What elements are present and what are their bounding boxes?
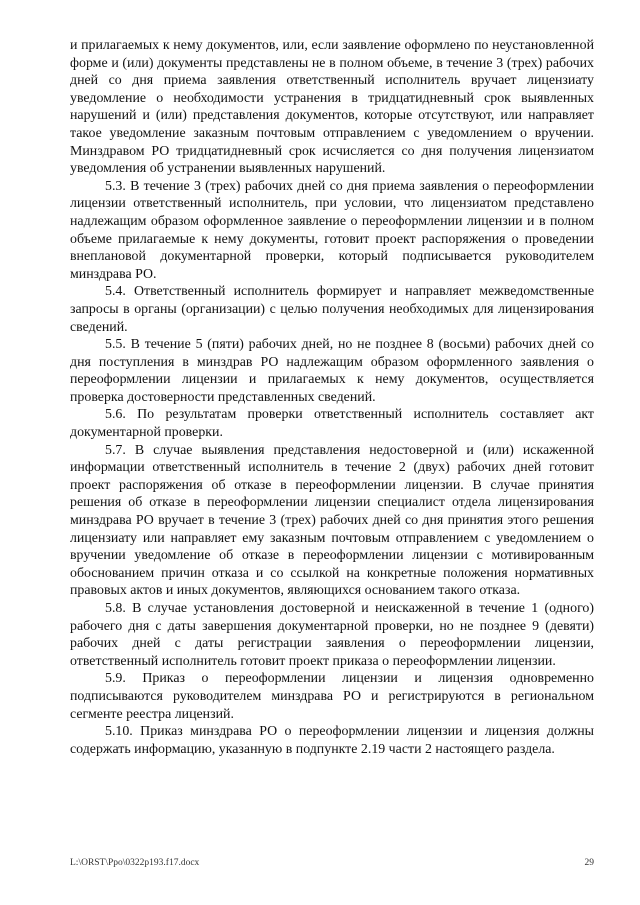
- footer-file-path: L:\ORST\Ppo\0322p193.f17.docx: [70, 858, 200, 868]
- paragraph-5-10: 5.10. Приказ минздрава РО о переоформлении лицензии и лицензия должны содержать информацию, указанную в подпункте 2.19 части 2 настоящего раздела.: [70, 724, 594, 757]
- paragraph-continuation: и прилагаемых к нему документов, или, если заявление оформлено по неустановленной форме и (или) документы представлены не в полном объеме, в течение 3 (трех) рабочих дней со дня приема заявления ответственный исполнитель вручает лицензиату уведомление о необходимости устранения в тридцатидневный срок выявленных нарушений и (или) представления документов, которые отсутствуют, или направляет такое уведомление заказным почтовым отправлением с уведомлением о вручении. Минздравом РО тридцатидневный срок исчисляется со дня получения лицензиатом уведомления об устранении выявленных нарушений.: [70, 38, 594, 177]
- paragraph-5-8: 5.8. В случае установления достоверной и неискаженной в течение 1 (одного) рабочего дня с даты завершения документарной проверки, но не позднее 9 (девяти) рабочих дней с даты регистрации заявления о переоформлении лицензии, ответственный исполнитель готовит проект приказа о переоформлении лицензии.: [70, 601, 594, 669]
- document-body: [70, 37, 594, 758]
- paragraph-5-5: 5.5. В течение 5 (пяти) рабочих дней, но не позднее 8 (восьми) рабочих дней со дня поступления в минздрав РО надлежащим образом оформленного заявления о переоформлении лицензии и прилагаемых к нему документов, осуществляется проверка достоверности представленных сведений.: [70, 337, 594, 405]
- footer-page-number: 29: [584, 858, 594, 868]
- paragraph-5-9: 5.9. Приказ о переоформлении лицензии и лицензия одновременно подписываются руководителем минздрава РО и регистрируются в региональном сегменте реестра лицензий.: [70, 671, 594, 722]
- paragraph-5-3: 5.3. В течение 3 (трех) рабочих дней со дня приема заявления о переоформлении лицензии ответственный исполнитель, при условии, что лицензиатом представлено надлежащим образом оформленное заявление о переоформлении лицензии и в полном объеме прилагаемые к нему документы, готовит проект распоряжения о проведении внеплановой документарной проверки, который подписывается руководителем минздрава РО.: [70, 178, 594, 282]
- paragraph-5-7: 5.7. В случае выявления представления недостоверной и (или) искаженной информации ответственный исполнитель в течение 2 (двух) рабочих дней готовит проект распоряжения об отказе в переоформлении лицензии. В случае принятия решения об отказе в переоформлении лицензии специалист отдела лицензирования минздрава РО вручает в течение 3 (трех) рабочих дней со дня принятия этого решения лицензиату или направляет ему заказным почтовым отправлением с уведомлением о вручении уведомление об отказе в переоформлении лицензии с мотивированным обоснованием причин отказа и со ссылкой на конкретные положения нормативных правовых актов и иных документов, являющихся основанием такого отказа.: [70, 442, 594, 599]
- paragraph-5-4: 5.4. Ответственный исполнитель формирует и направляет межведомственные запросы в органы (организации) с целью получения необходимых для лицензирования сведений.: [70, 284, 594, 335]
- paragraph-5-6: 5.6. По результатам проверки ответственный исполнитель составляет акт документарной проверки.: [70, 407, 594, 441]
